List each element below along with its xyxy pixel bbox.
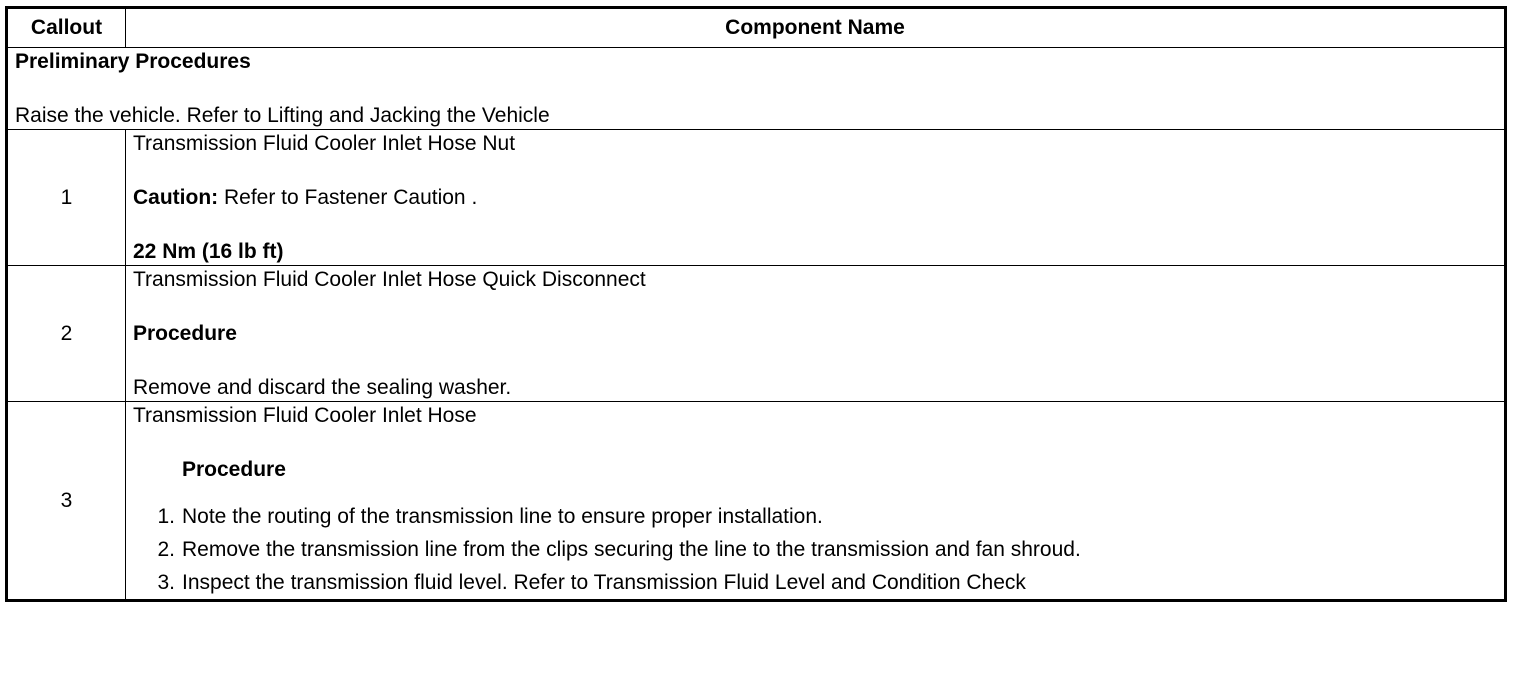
procedure-label: Procedure: [133, 321, 237, 345]
preliminary-row: [7, 48, 1506, 130]
procedure-label: Procedure: [182, 457, 286, 481]
step-text: Inspect the transmission fluid level. Refer to Transmission Fluid Level and Condition Check: [182, 570, 1026, 594]
component-cell: [126, 402, 1506, 601]
torque-spec: 22 Nm (16 lb ft): [133, 239, 284, 263]
component-name: Transmission Fluid Cooler Inlet Hose Nut: [133, 131, 516, 155]
step-number: 2.: [157, 537, 175, 561]
preliminary-cell: [7, 48, 1506, 130]
component-table: [5, 6, 1507, 602]
component-name: Transmission Fluid Cooler Inlet Hose Quick Disconnect: [133, 267, 646, 291]
preliminary-title: Preliminary Procedures: [15, 49, 251, 73]
list-item: [133, 533, 1504, 566]
callout-number: 1: [7, 130, 126, 266]
procedure-text: Remove and discard the sealing washer.: [133, 375, 512, 399]
step-number: 1.: [157, 504, 175, 528]
table-row: [7, 402, 1506, 601]
list-item: [133, 500, 1504, 533]
step-text: Note the routing of the transmission line to ensure proper installation.: [182, 504, 823, 528]
component-cell: [126, 266, 1506, 402]
table-row: [7, 266, 1506, 402]
table-row: [7, 130, 1506, 266]
callout-header: Callout: [7, 8, 126, 48]
component-name: Transmission Fluid Cooler Inlet Hose: [133, 403, 477, 427]
list-item: [133, 566, 1504, 599]
header-row: [7, 8, 1506, 48]
callout-number: 2: [7, 266, 126, 402]
component-cell: [126, 130, 1506, 266]
procedure-steps: [133, 500, 1504, 599]
component-name-header: Component Name: [126, 8, 1506, 48]
preliminary-text: Raise the vehicle. Refer to Lifting and Jacking the Vehicle: [15, 103, 550, 127]
caution-line: [133, 184, 1504, 211]
step-number: 3.: [157, 570, 175, 594]
step-text: Remove the transmission line from the clips securing the line to the transmission and fan shroud.: [182, 537, 1081, 561]
callout-number: 3: [7, 402, 126, 601]
caution-text: Refer to Fastener Caution .: [218, 185, 478, 209]
caution-label: Caution:: [133, 185, 219, 209]
